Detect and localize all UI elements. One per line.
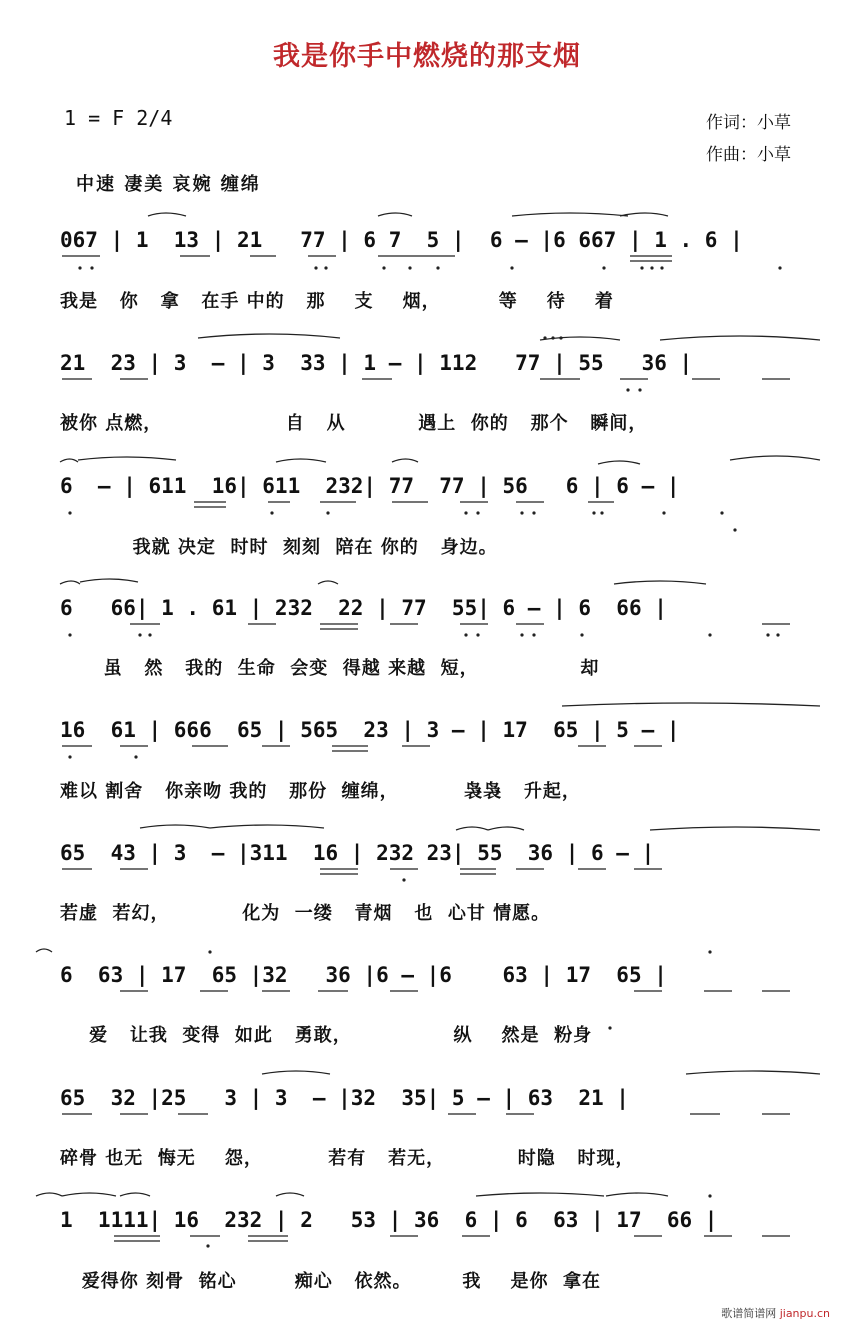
notes-row-8: 65 32 |25 3 | 3 — |32 35| 5 — | 63 21 | bbox=[60, 1086, 629, 1110]
lyrics-row-2: 被你 点燃， 自 从 遇上 你的 那个 瞬间， bbox=[60, 413, 648, 434]
lyricist-credit: 作词：小草 bbox=[706, 113, 791, 133]
notes-row-2: 21 23 | 3 — | 3 33 | 1 — | 112 77 | 55 36 | bbox=[60, 351, 693, 375]
lyrics-row-4: 虽 然 我的 生命 会变 得越 来越 短， 却 bbox=[60, 658, 600, 679]
watermark-cn: 歌谱简谱网 bbox=[721, 1307, 777, 1320]
notes-row-7: 6 63 | 17 65 |32 36 |6 — |6 63 | 17 65 | bbox=[60, 963, 667, 987]
watermark-url: jianpu.cn bbox=[779, 1307, 830, 1320]
notes-row-9: 1 1111| 16 232 | 2 53 | 36 6 | 6 63 | 17 66 | bbox=[60, 1208, 718, 1232]
lyrics-row-5: 难以 割舍 你亲吻 我的 那份 缠绵， 袅袅 升起， bbox=[60, 781, 581, 802]
composer-credit: 作曲：小草 bbox=[706, 145, 791, 165]
lyrics-row-1: 我是 你 拿 在手 中的 那 支 烟， 等 待 着 bbox=[60, 291, 614, 312]
notes-row-6: 65 43 | 3 — |311 16 | 232 23| 55 36 | 6 — | bbox=[60, 841, 655, 865]
notes-row-5: 16 61 | 666 65 | 565 23 | 3 — | 17 65 | 5 — | bbox=[60, 718, 680, 742]
lyrics-row-6: 若虚 若幻， 化为 一缕 青烟 也 心甘 情愿。 bbox=[60, 903, 551, 924]
lyrics-row-9: 爱得你 刻骨 铭心 痴心 依然。 我 是你 拿在 bbox=[60, 1271, 601, 1292]
notes-row-3: 6 — | 611 16| 611 232| 77 77 | 56 6 | 6 — | bbox=[60, 474, 680, 498]
key-signature: 1 = F 2/4 bbox=[64, 106, 173, 130]
notes-row-4: 6 66| 1 . 61 | 232 22 | 77 55| 6 — | 6 66 | bbox=[60, 596, 667, 620]
lyrics-row-8: 碎骨 也无 悔无 怨， 若有 若无， 时隐 时现， bbox=[60, 1148, 635, 1169]
watermark bbox=[721, 1305, 830, 1321]
song-title: 我是你手中燃烧的那支烟 bbox=[273, 41, 581, 72]
notes-row-1: 067 | 1 13 | 21 77 | 6 7 5 | 6 — |6 667 | 1 . 6 | bbox=[60, 228, 743, 252]
lyrics-row-3: 我就 决定 时时 刻刻 陪在 你的 身边。 bbox=[60, 537, 498, 558]
lyrics-row-7: 爱 让我 变得 如此 勇敢， 纵 然是 粉身 bbox=[60, 1025, 593, 1046]
tempo-marking: 中速 凄美 哀婉 缠绵 bbox=[76, 174, 261, 195]
